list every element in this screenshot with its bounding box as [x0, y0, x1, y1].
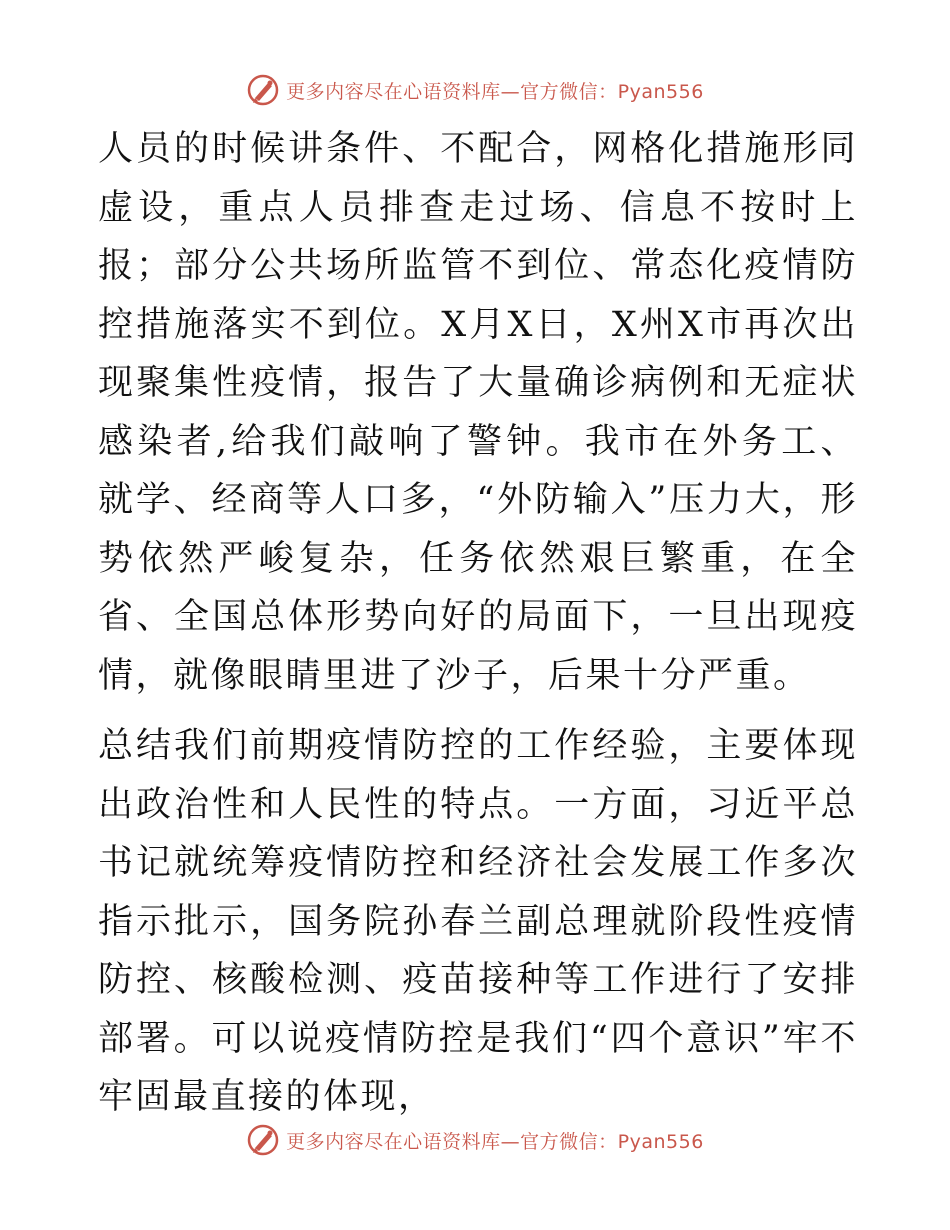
header-banner [0, 70, 950, 110]
footer-banner-text: 更多内容尽在心语资料库—官方微信：Pyan556 [286, 1130, 704, 1153]
pen-logo-icon [246, 73, 280, 107]
footer-banner [0, 1120, 950, 1160]
header-banner-text: 更多内容尽在心语资料库—官方微信：Pyan556 [286, 80, 704, 103]
pen-logo-icon [246, 1123, 280, 1157]
document-body [98, 120, 858, 1127]
paragraph-2: 总结我们前期疫情防控的工作经验，主要体现出政治性和人民性的特点。一方面，习近平总书记就统筹疫情防控和经济社会发展工作多次指示批示，国务院孙春兰副总理就阶段性疫情防控、核酸检测、疫苗接种等工作进行了安排部署。可以说疫情防控是我们“四个意识”牢不牢固最直接的体现， [98, 726, 858, 1117]
paragraph-1: 人员的时候讲条件、不配合，网格化措施形同虚设，重点人员排查走过场、信息不按时上报；部分公共场所监管不到位、常态化疫情防控措施落实不到位。X月X日，X州X市再次出现聚集性疫情，报告了大量确诊病例和无症状感染者,给我们敲响了警钟。我市在外务工、就学、经商等人口多，“外防输入”压力大，形势依然严峻复杂，任务依然艰巨繁重，在全省、全国总体形势向好的局面下，一旦出现疫情，就像眼睛里进了沙子，后果十分严重。 [98, 129, 858, 696]
